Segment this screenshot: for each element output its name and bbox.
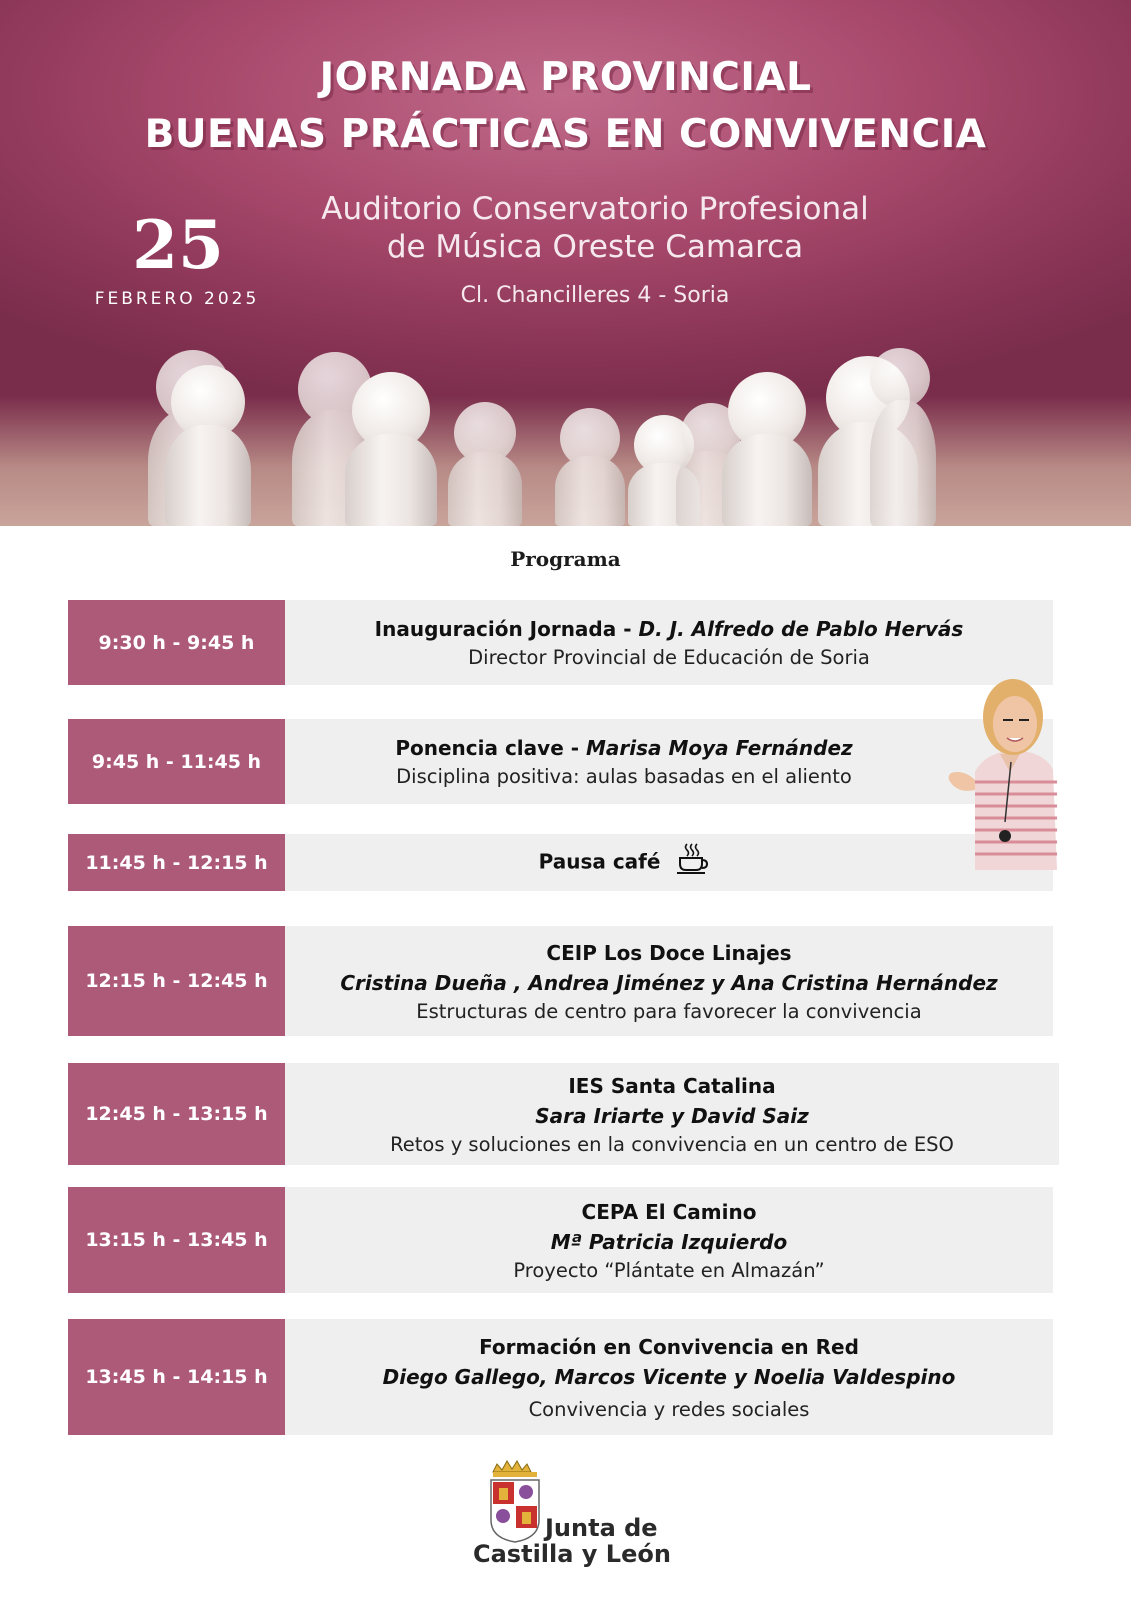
program-row: [68, 834, 1053, 891]
venue-line2: de Música Oreste Camarca: [386, 229, 804, 265]
logo-line1: Junta de: [545, 1514, 658, 1542]
program-subtitle: Convivencia y redes sociales: [528, 1397, 810, 1421]
event-date-month: FEBRERO 2025: [94, 289, 260, 309]
coat-of-arms-icon: [487, 1458, 543, 1544]
event-title-line1: JORNADA PROVINCIAL: [319, 55, 812, 100]
program-time: 11:45 h - 12:15 h: [68, 834, 285, 891]
venue-line1: Auditorio Conservatorio Profesional: [321, 191, 869, 227]
program-row: [68, 1319, 1053, 1435]
program-time: 13:15 h - 13:45 h: [68, 1187, 285, 1293]
program-time: 13:45 h - 14:15 h: [68, 1319, 285, 1435]
logo-line2: Castilla y León: [473, 1540, 671, 1568]
program-content: [285, 834, 963, 891]
program-row: [68, 926, 1053, 1036]
program-subtitle: Estructuras de centro para favorecer la convivencia: [416, 999, 922, 1023]
program-row: [68, 1063, 1059, 1165]
program-content: [285, 719, 963, 804]
event-title-line2: BUENAS PRÁCTICAS EN CONVIVENCIA: [144, 112, 987, 157]
program-time: 9:45 h - 11:45 h: [68, 719, 285, 804]
program-speakers: Sara Iriarte y David Saiz: [535, 1103, 809, 1128]
program-row: [68, 719, 1053, 804]
program-subtitle: Proyecto “Plántate en Almazán”: [513, 1258, 825, 1282]
program-subtitle: Retos y soluciones en la convivencia en un centro de ESO: [390, 1132, 954, 1156]
program-speakers: D. J. Alfredo de Pablo Hervás: [638, 617, 964, 641]
program-title: Inauguración Jornada -: [374, 617, 639, 641]
program-title-line: [395, 733, 852, 763]
program-subtitle: Director Provincial de Educación de Soria: [468, 646, 870, 669]
program-title: IES Santa Catalina: [568, 1073, 776, 1098]
program-content: [285, 1063, 1059, 1165]
speaker-photo: [945, 662, 1057, 870]
program-row: [68, 1187, 1053, 1293]
venue-address: Cl. Chancilleres 4 - Soria: [460, 283, 730, 308]
program-title: CEPA El Camino: [581, 1199, 757, 1224]
program-content: [285, 1319, 1053, 1435]
program-speakers: Marisa Moya Fernández: [586, 736, 853, 760]
program-content: [285, 1187, 1053, 1293]
program-time: 12:45 h - 13:15 h: [68, 1063, 285, 1165]
junta-castilla-leon-logo: [465, 1458, 685, 1578]
program-speakers: Mª Patricia Izquierdo: [550, 1229, 788, 1254]
program-speakers: Cristina Dueña , Andrea Jiménez y Ana Cristina Hernández: [340, 970, 998, 995]
program-speakers: Diego Gallego, Marcos Vicente y Noelia Valdespino: [382, 1364, 956, 1389]
hero-banner: [0, 0, 1131, 526]
program-content: [285, 600, 1053, 685]
program-title: CEIP Los Doce Linajes: [546, 940, 792, 965]
program-title: Pausa café: [538, 849, 661, 873]
coffee-cup-icon: [675, 842, 709, 884]
program-title-line: [539, 842, 710, 884]
program-title: Formación en Convivencia en Red: [479, 1334, 859, 1359]
event-date-day: 25: [132, 206, 224, 284]
program-row: [68, 600, 1053, 685]
program-title: Ponencia clave -: [395, 736, 586, 760]
program-time: 9:30 h - 9:45 h: [68, 600, 285, 685]
program-content: [285, 926, 1053, 1036]
program-title-line: [375, 614, 964, 644]
program-subtitle: Disciplina positiva: aulas basadas en el aliento: [396, 765, 852, 788]
program-heading: Programa: [510, 547, 621, 571]
program-time: 12:15 h - 12:45 h: [68, 926, 285, 1036]
